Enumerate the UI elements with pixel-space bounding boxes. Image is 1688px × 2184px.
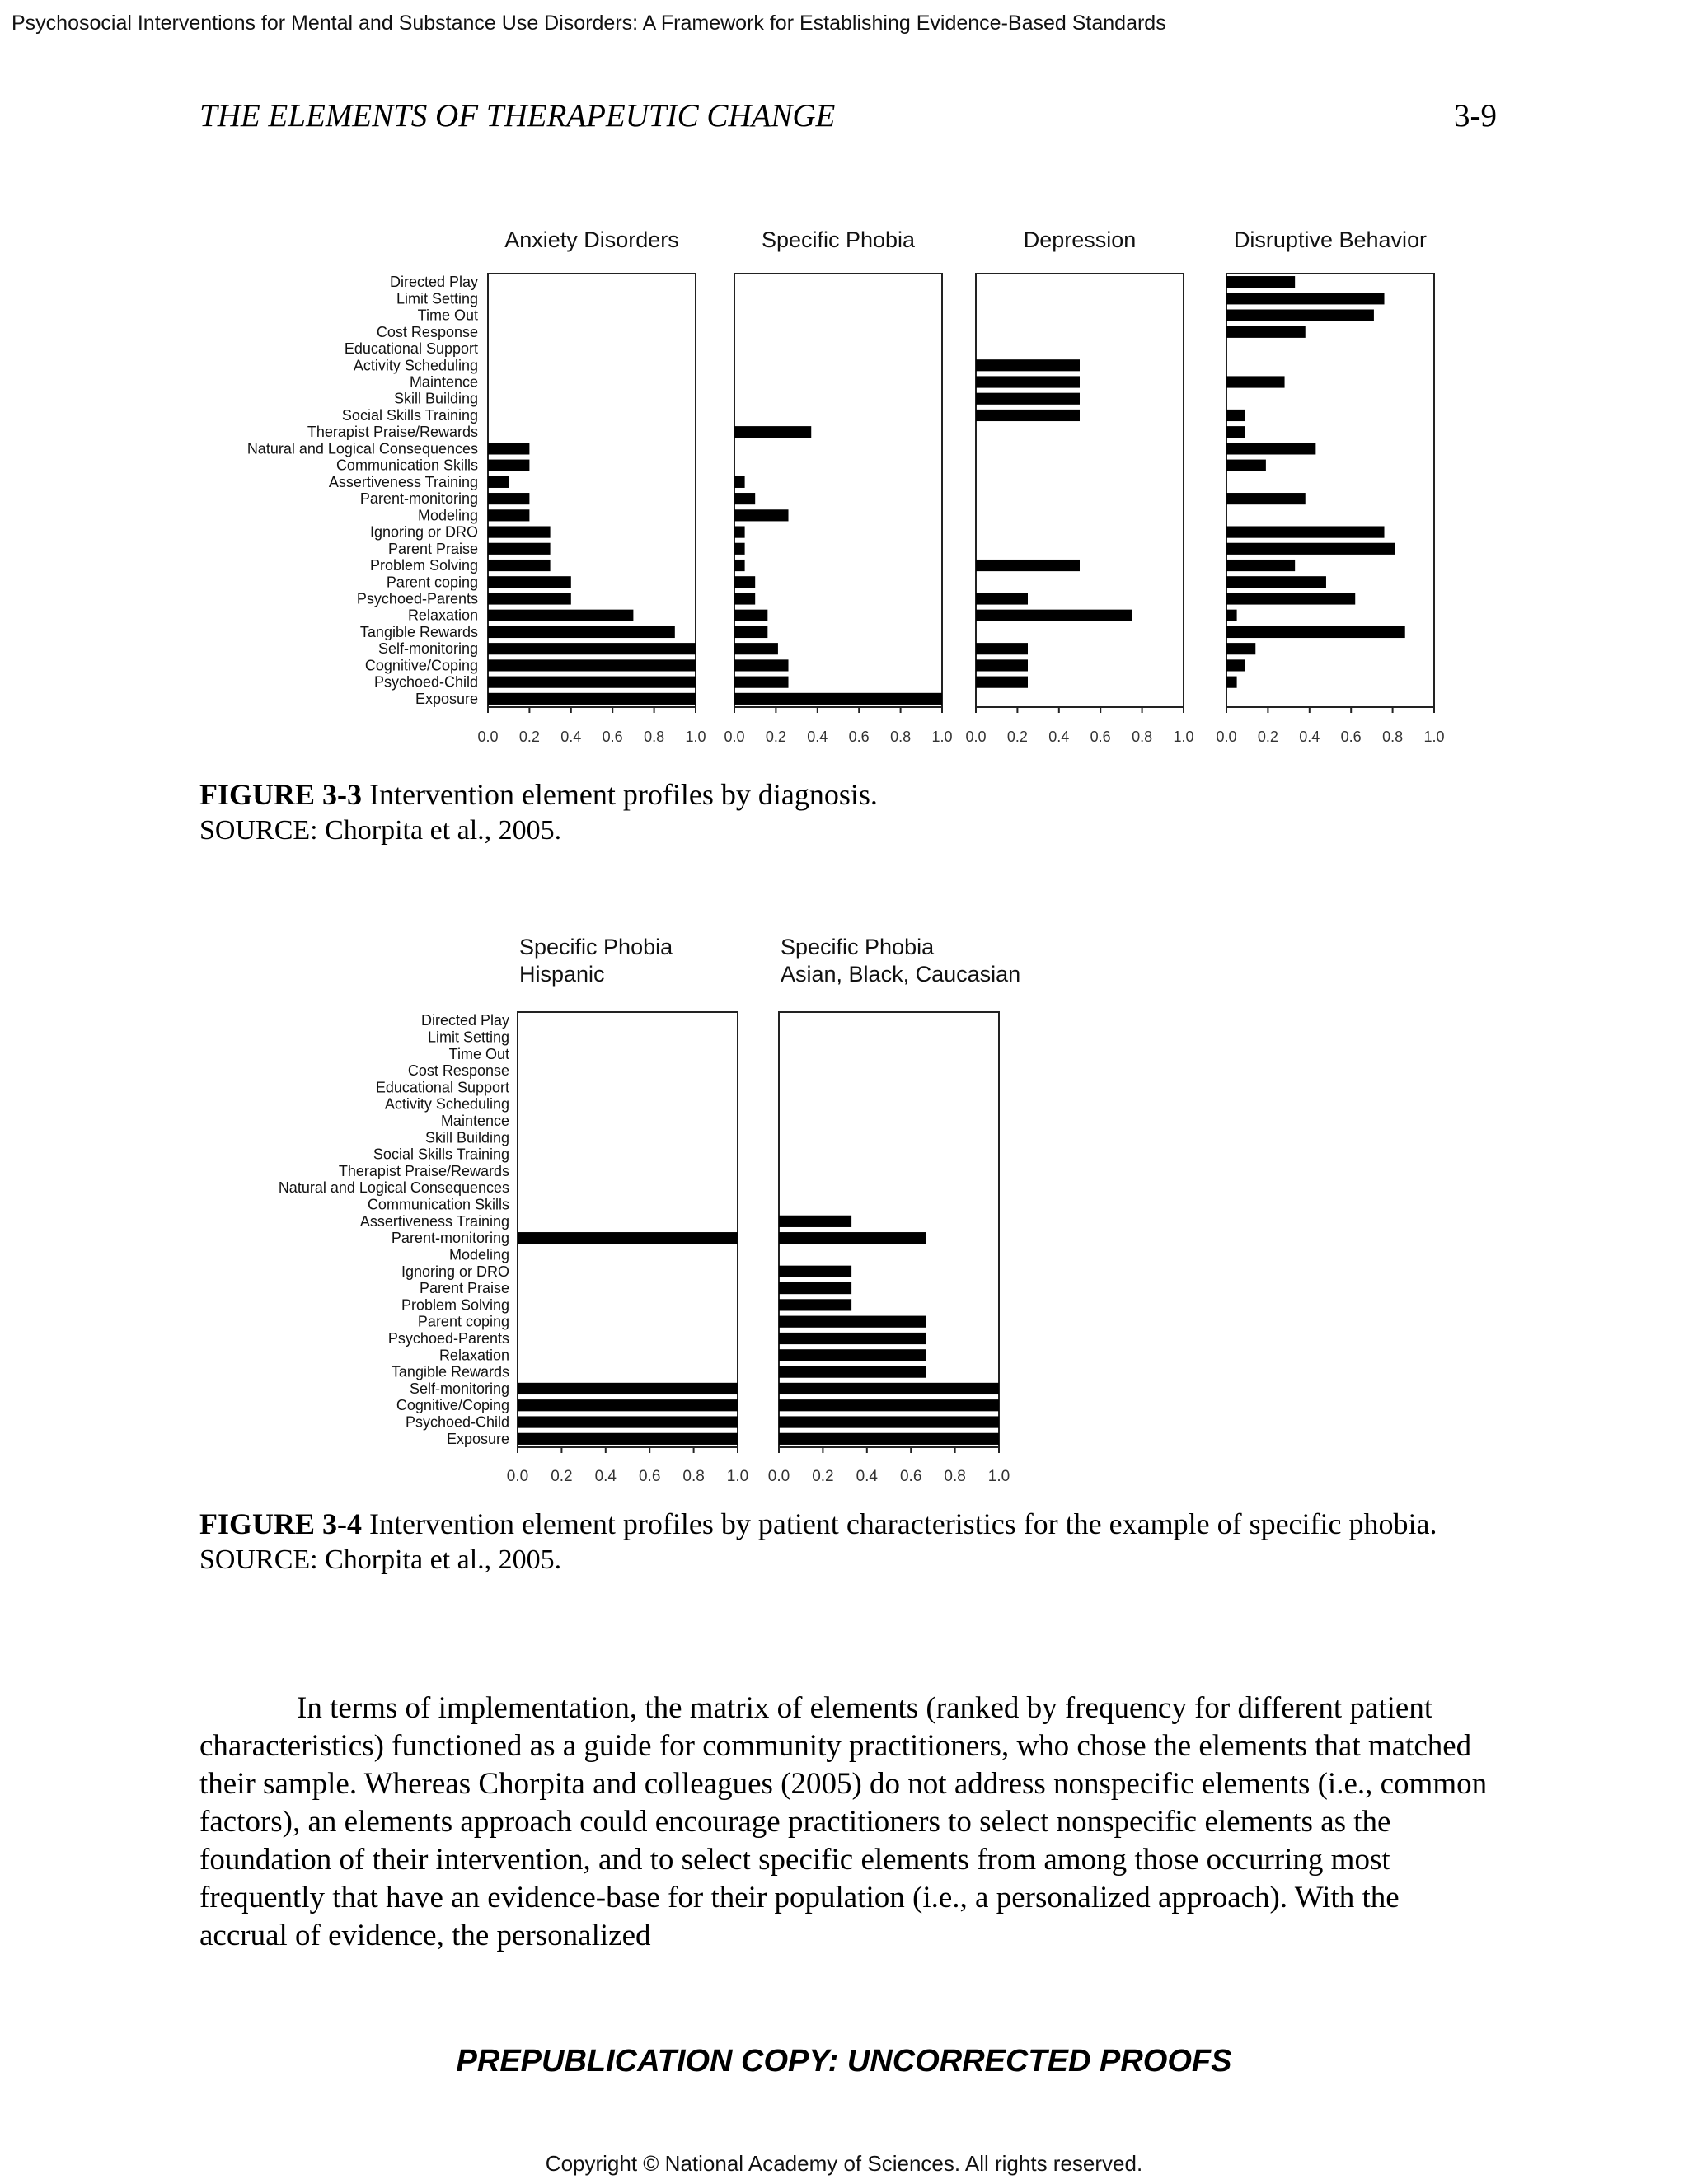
category-label: Tangible Rewards — [359, 623, 478, 640]
page-number: 3-9 — [1454, 98, 1497, 134]
panel-title: Depression — [1023, 227, 1137, 252]
panel-title: Specific Phobia — [761, 227, 916, 252]
panel-title: Disruptive Behavior — [1233, 227, 1428, 252]
x-tick-label: 0.6 — [899, 1468, 922, 1485]
category-label: Activity Scheduling — [353, 357, 478, 374]
category-label: Directed Play — [389, 274, 478, 291]
bar — [779, 1282, 851, 1294]
category-label: Modeling — [448, 1246, 509, 1263]
bar — [779, 1399, 999, 1411]
category-label: Parent Praise — [419, 1280, 509, 1297]
x-tick-label: 0.8 — [944, 1468, 966, 1485]
bar — [779, 1416, 999, 1427]
category-label: Self-monitoring — [377, 640, 478, 658]
category-label: Natural and Logical Consequences — [246, 440, 478, 457]
category-label: Therapist Praise/Rewards — [338, 1162, 509, 1179]
category-label: Problem Solving — [369, 557, 478, 574]
book-title: Psychosocial Interventions for Mental and Substance Use Disorders: A Framework for Establishing Evidence-Based Standards — [12, 12, 1166, 35]
category-label: Self-monitoring — [409, 1380, 509, 1397]
x-tick-label: 0.2 — [551, 1468, 573, 1485]
category-label: Parent coping — [386, 574, 478, 591]
x-tick-label: 1.0 — [987, 1468, 1010, 1485]
prepublication-banner: PREPUBLICATION COPY: UNCORRECTED PROOFS — [456, 2044, 1232, 2079]
bar — [779, 1383, 999, 1394]
x-tick-label: 0.4 — [1048, 729, 1070, 745]
category-label: Psychoed-Child — [405, 1413, 509, 1431]
x-tick-label: 0.4 — [856, 1468, 879, 1485]
panel-title: Hispanic — [519, 962, 605, 987]
x-tick-label: 0.0 — [506, 1468, 529, 1485]
x-tick-label: 0.8 — [890, 729, 912, 745]
category-label: Psychoed-Parents — [387, 1330, 509, 1347]
category-label: Educational Support — [344, 340, 478, 358]
category-label: Cost Response — [376, 323, 478, 340]
x-tick-label: 1.0 — [685, 729, 706, 745]
x-tick-label: 0.4 — [560, 729, 582, 745]
bar — [518, 1416, 738, 1427]
x-tick-label: 0.0 — [1216, 729, 1237, 745]
x-tick-label: 1.0 — [1173, 729, 1194, 745]
category-label: Relaxation — [407, 607, 478, 624]
category-label: Activity Scheduling — [384, 1095, 509, 1113]
bar — [779, 1266, 851, 1277]
panel-title: Asian, Black, Caucasian — [781, 962, 1021, 987]
category-label: Social Skills Training — [341, 406, 478, 424]
figure-3-4-caption — [199, 1506, 1485, 1577]
x-tick-label: 0.2 — [1006, 729, 1028, 745]
figure-3-3-caption-text: Intervention element profiles by diagnosis. — [362, 778, 878, 811]
category-label: Psychoed-Child — [373, 673, 478, 691]
category-label: Parent-monitoring — [391, 1230, 509, 1247]
x-tick-label: 1.0 — [1423, 729, 1445, 745]
x-tick-label: 0.4 — [594, 1468, 617, 1485]
x-tick-label: 0.8 — [682, 1468, 705, 1485]
category-label: Psychoed-Parents — [356, 590, 478, 607]
x-tick-label: 0.6 — [602, 729, 623, 745]
running-head: THE ELEMENTS OF THERAPEUTIC CHANGE — [199, 98, 836, 134]
x-tick-label: 0.0 — [767, 1468, 790, 1485]
bar — [518, 1399, 738, 1411]
category-label: Parent Praise — [387, 540, 478, 557]
x-tick-label: 0.8 — [1132, 729, 1153, 745]
x-tick-label: 0.4 — [1299, 729, 1320, 745]
figure-3-4-source: SOURCE: Chorpita et al., 2005. — [199, 1544, 562, 1575]
category-label: Cost Response — [407, 1062, 509, 1080]
x-tick-label: 0.8 — [1382, 729, 1404, 745]
x-tick-label: 1.0 — [726, 1468, 749, 1485]
category-label: Time Out — [448, 1045, 509, 1062]
category-label: Exposure — [446, 1430, 509, 1447]
panel-title: Anxiety Disorders — [504, 227, 679, 252]
x-tick-label: 0.6 — [1340, 729, 1362, 745]
bar — [518, 1433, 738, 1445]
x-tick-label: 0.2 — [518, 729, 540, 745]
category-label: Ignoring or DRO — [369, 523, 478, 541]
x-tick-label: 0.8 — [644, 729, 665, 745]
bar — [779, 1316, 926, 1328]
category-label: Maintence — [440, 1113, 509, 1129]
category-label: Assertiveness Training — [359, 1212, 509, 1230]
category-label: Exposure — [415, 690, 478, 707]
category-label: Cognitive/Coping — [396, 1397, 509, 1414]
category-label: Parent-monitoring — [359, 490, 478, 508]
category-label: Problem Solving — [401, 1296, 509, 1314]
category-label: Assertiveness Training — [328, 473, 478, 490]
bar — [518, 1232, 738, 1244]
category-label: Communication Skills — [335, 457, 478, 474]
figure-3-3-label: FIGURE 3-3 — [199, 778, 362, 811]
bar — [779, 1349, 926, 1361]
figure-3-4-label: FIGURE 3-4 — [199, 1507, 362, 1540]
x-tick-label: 0.0 — [724, 729, 745, 745]
bar — [779, 1299, 851, 1310]
x-tick-label: 0.2 — [765, 729, 786, 745]
category-label: Social Skills Training — [373, 1146, 509, 1163]
category-label: Tangible Rewards — [391, 1363, 509, 1380]
x-tick-label: 1.0 — [931, 729, 953, 745]
x-tick-label: 0.0 — [965, 729, 987, 745]
copyright-notice: Copyright © National Academy of Sciences. All rights reserved. — [545, 2151, 1143, 2176]
x-tick-label: 0.6 — [1090, 729, 1111, 745]
panel-title: Specific Phobia — [781, 935, 935, 959]
body-text — [199, 1690, 1493, 1955]
category-label: Time Out — [417, 307, 478, 324]
category-label: Modeling — [417, 507, 478, 524]
bar — [779, 1232, 926, 1244]
category-label: Therapist Praise/Rewards — [307, 424, 478, 441]
category-label: Skill Building — [393, 390, 478, 407]
category-label: Educational Support — [375, 1079, 509, 1096]
category-label: Cognitive/Coping — [364, 657, 478, 674]
x-tick-label: 0.4 — [807, 729, 828, 745]
x-tick-label: 0.6 — [638, 1468, 661, 1485]
category-label: Limit Setting — [427, 1029, 509, 1046]
category-label: Maintence — [409, 373, 478, 391]
category-label: Parent coping — [417, 1313, 509, 1330]
category-label: Communication Skills — [367, 1196, 509, 1213]
panel-frame — [518, 1012, 738, 1447]
panel-frame — [779, 1012, 999, 1447]
bar — [779, 1333, 926, 1344]
bar — [779, 1433, 999, 1445]
body-paragraph: In terms of implementation, the matrix of elements (ranked by frequency for different patient characteristics) functioned as a guide for community practitioners, who chose the elements that matched their sample. Whereas Chorpita and colleagues (2005) do not address nonspecific elements (i.e., common factors), an elements approach could encourage practitioners to select nonspecific elements as the foundation of their intervention, and to select specific elements from among those occurring most frequently that have an evidence-base for their population (i.e., a personalized approach). With the accrual of evidence, the personalized — [199, 1691, 1488, 1952]
category-label: Natural and Logical Consequences — [278, 1179, 509, 1197]
category-label: Skill Building — [424, 1129, 509, 1146]
bar — [779, 1216, 851, 1227]
category-label: Ignoring or DRO — [401, 1263, 509, 1280]
figure-3-3-source: SOURCE: Chorpita et al., 2005. — [199, 815, 562, 846]
bar — [779, 1366, 926, 1378]
x-tick-label: 0.2 — [812, 1468, 834, 1485]
x-tick-label: 0.0 — [477, 729, 499, 745]
figure-3-4-caption-text: Intervention element profiles by patient characteristics for the example of specific phobia. — [362, 1507, 1437, 1540]
category-label: Limit Setting — [396, 290, 478, 307]
bar — [518, 1383, 738, 1394]
x-tick-label: 0.6 — [848, 729, 870, 745]
category-label: Directed Play — [420, 1012, 509, 1029]
category-label: Relaxation — [438, 1347, 509, 1364]
x-tick-label: 0.2 — [1257, 729, 1278, 745]
panel-title: Specific Phobia — [519, 935, 673, 959]
